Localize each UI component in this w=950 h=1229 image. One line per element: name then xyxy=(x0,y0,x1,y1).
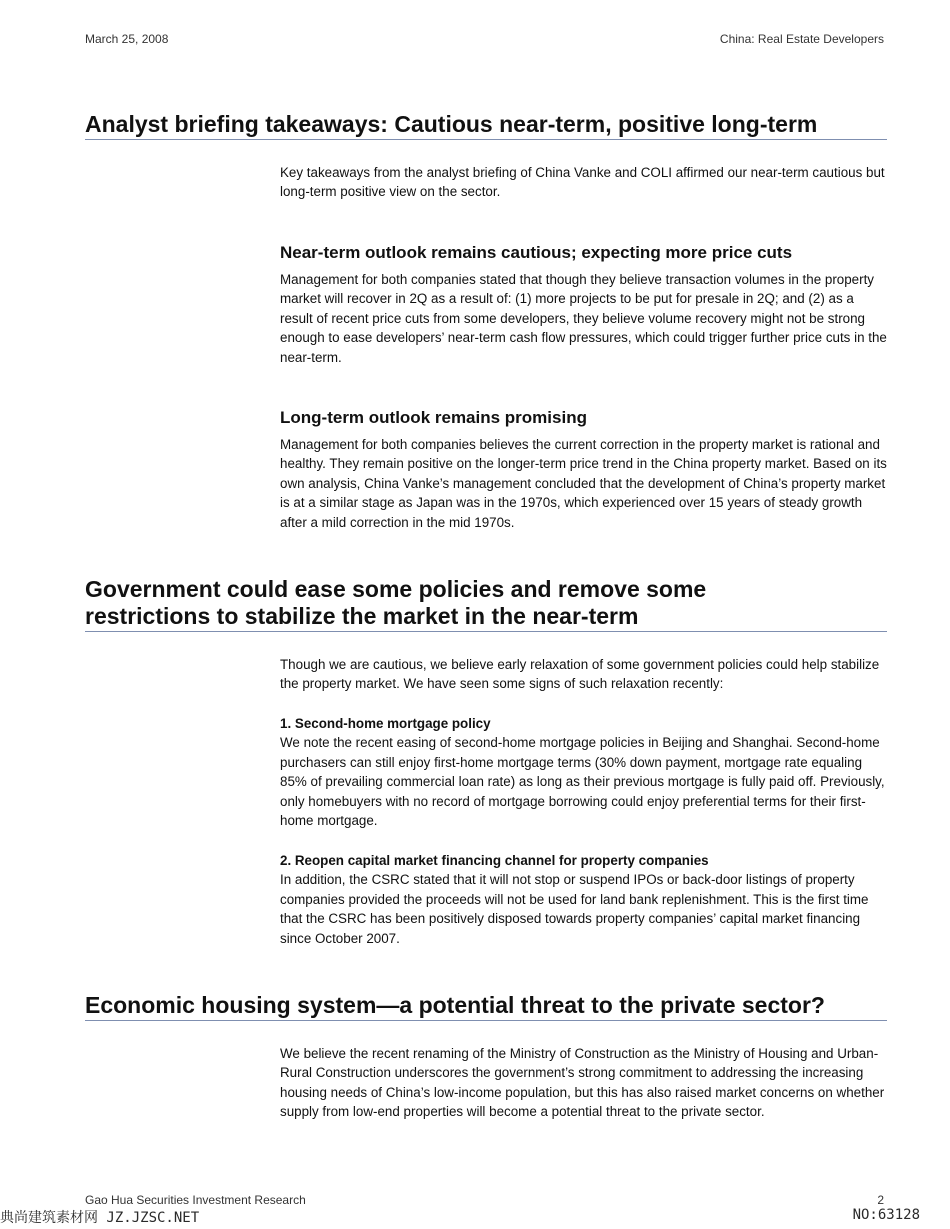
policy-item-body: In addition, the CSRC stated that it will not stop or suspend IPOs or back-door listings of property companies provided the proceeds will not be used for land bank replenishment. This is the first time that the CSRC has been positively disposed towards property companies’ capital market financing since October 2007. xyxy=(280,872,869,946)
section-title-line-1: Government could ease some policies and remove some xyxy=(85,576,707,602)
section3-paragraph: We believe the recent renaming of the Ministry of Construction as the Ministry of Housing and Urban-Rural Construction underscores the government’s strong commitment to addressing the increasing housing needs of China’s low-income population, but this has also raised market concerns on whether supply from low-end properties will become a potential threat to the private sector. xyxy=(280,1046,885,1120)
page-number: 2 xyxy=(877,1193,884,1207)
section2-intro: Though we are cautious, we believe early relaxation of some government policies could help stabilize the property market. We have seen some signs of such relaxation recently: xyxy=(280,657,880,692)
long-term-paragraph: Management for both companies believes the current correction in the property market is rational and healthy. They remain positive on the longer-term price trend in the China property market. Based on its own analysis, China Vanke’s management concluded that the development of China’s property market is at a similar stage as Japan was in the 1970s, which experienced over 15 years of steady growth after a mild correction in the mid 1970s. xyxy=(280,437,887,530)
subheading-near-term: Near-term outlook remains cautious; expecting more price cuts xyxy=(280,243,793,262)
policy-item-title: 2. Reopen capital market financing channel for property companies xyxy=(280,853,709,868)
policy-item-second-home xyxy=(280,714,890,830)
policy-item-capital-market xyxy=(280,851,890,948)
watermark-right: NO:63128 xyxy=(852,1207,920,1223)
header-report-title: China: Real Estate Developers xyxy=(719,32,884,46)
header-date: March 25, 2008 xyxy=(85,32,169,46)
section1-intro: Key takeaways from the analyst briefing of China Vanke and COLI affirmed our near-term cautious but long-term positive view on the sector. xyxy=(280,165,885,200)
section-title-analyst-briefing: Analyst briefing takeaways: Cautious near-term, positive long-term xyxy=(85,111,887,140)
section-title-government xyxy=(85,576,887,632)
section-title-line-2: restrictions to stabilize the market in the near-term xyxy=(85,603,639,629)
near-term-paragraph: Management for both companies stated that though they believe transaction volumes in the property market will recover in 2Q as a result of: (1) more projects to be put for presale in 2Q; and (2) as a result of recent price cuts from some developers, they believe volume recovery might not be strong enough to ease developers’ near-term cash flow pressures, which could trigger further price cuts in the near-term. xyxy=(280,272,887,365)
policy-item-body: We note the recent easing of second-home mortgage policies in Beijing and Shanghai. Second-home purchasers can still enjoy first-home mortgage terms (30% down payment, mortgage rate equaling 85% of prevailing commercial loan rate) as long as their previous mortgage is fully paid off. Previously, only homebuyers with no record of mortgage borrowing could enjoy preferential terms for their first-home mortgage. xyxy=(280,735,885,829)
footer-firm-name: Gao Hua Securities Investment Research xyxy=(85,1193,306,1207)
watermark-left: 典尚建筑素材网 JZ.JZSC.NET xyxy=(0,1210,200,1226)
subheading-long-term: Long-term outlook remains promising xyxy=(280,408,587,427)
section-title-economic-housing: Economic housing system—a potential threat to the private sector? xyxy=(85,992,887,1021)
policy-item-title: 1. Second-home mortgage policy xyxy=(280,716,491,731)
